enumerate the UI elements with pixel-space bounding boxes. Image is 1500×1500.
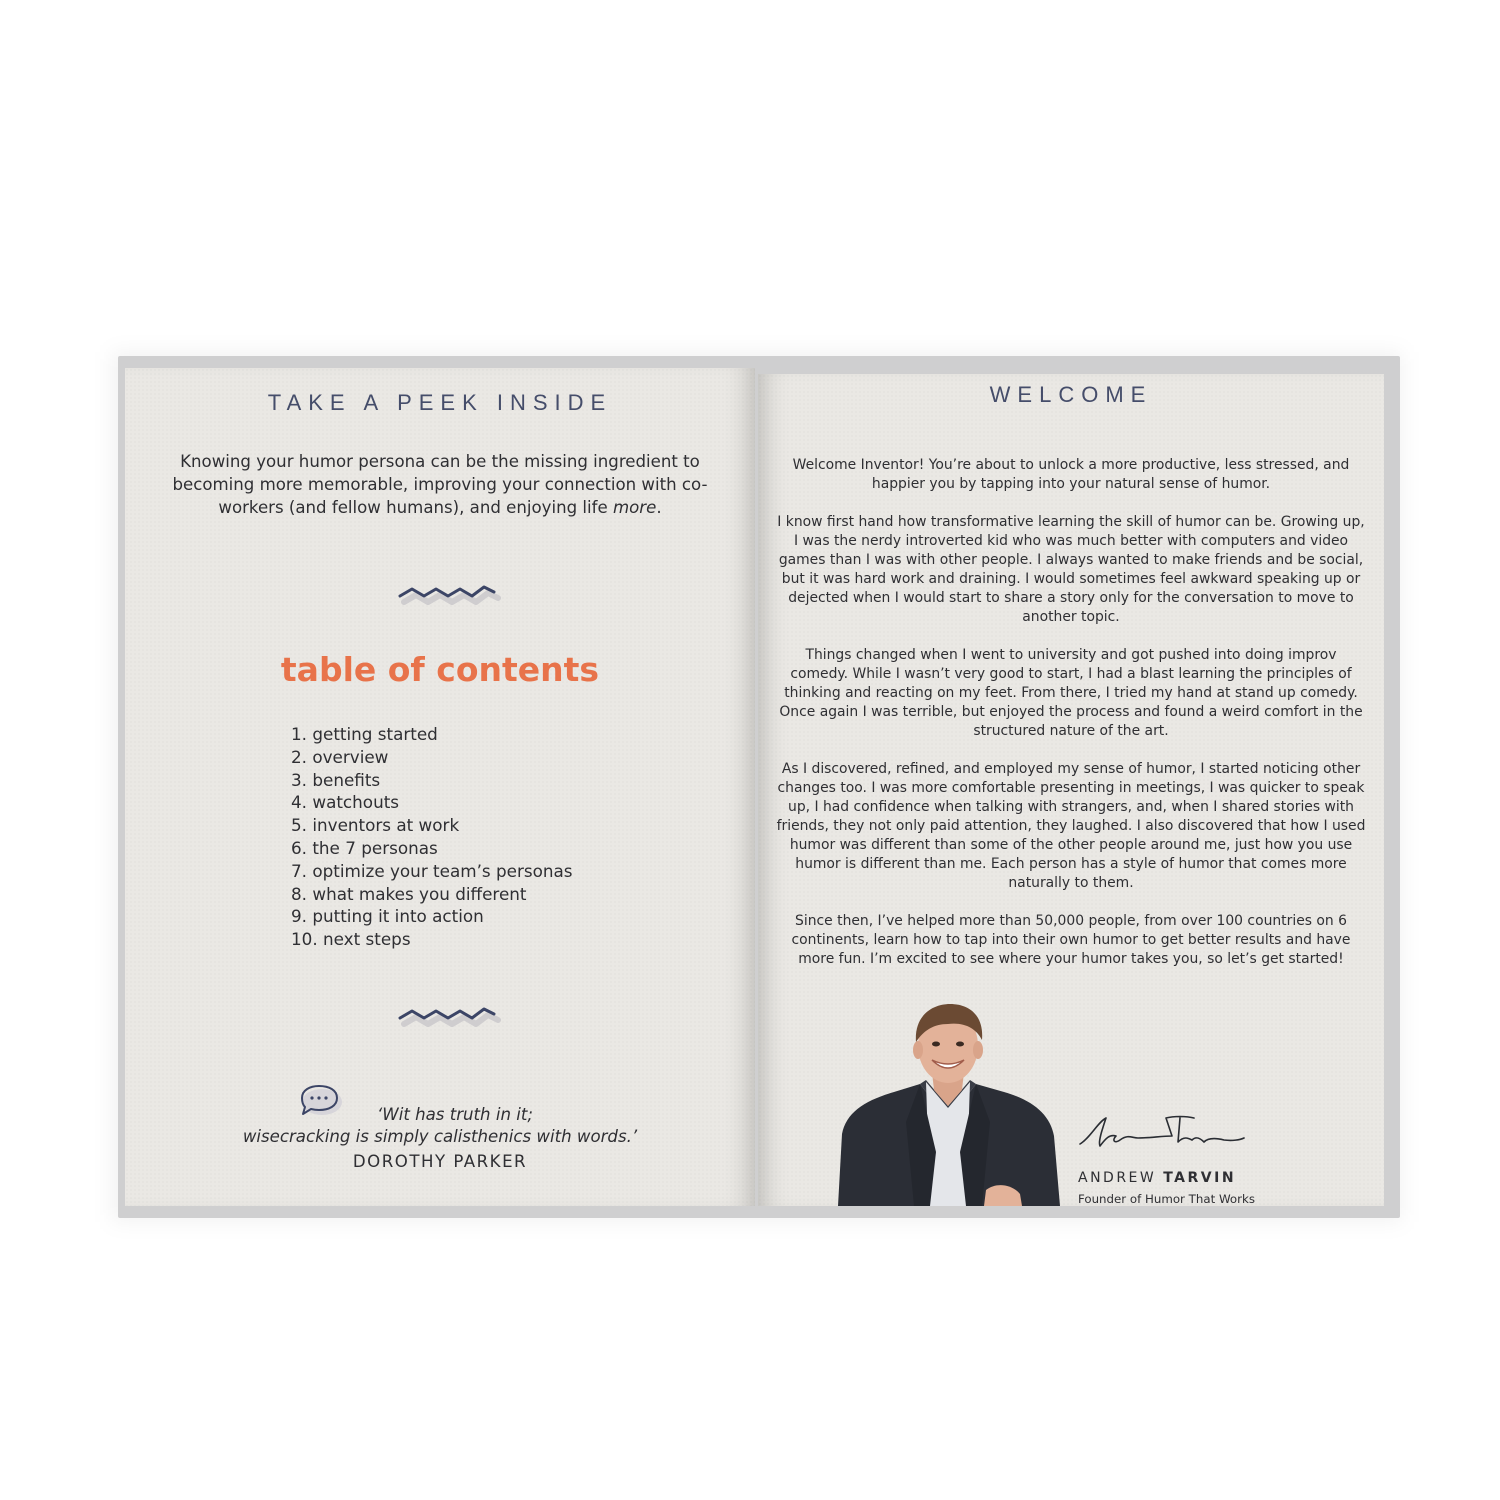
toc-item: 6. the 7 personas [291,837,438,858]
intro-text: Knowing your humor persona can be the missing ingredient to becoming more memorable, improving your connection with co-workers (and fellow humans), and enjoying life [172,452,708,517]
toc-item: 2. overview [291,746,389,767]
right-page-heading: WELCOME [989,382,1153,407]
intro-paragraph [155,450,725,519]
toc-item: 8. what makes you different [291,883,527,904]
toc-title: table of contents [280,650,600,689]
author-signature [1076,1108,1246,1158]
toc-item: 7. optimize your team’s personas [291,860,573,881]
letter-paragraph: As I discovered, refined, and employed my sense of humor, I started noticing other changes too. I was more comfortable presenting in meetings, I was quicker to speak up, I had confidence when talking with strangers, and, when I shared stories with friends, they not only paid attention, they laughed. I also discovered that how I used humor was different than some of the other people around me, just how you use humor is different than me. Each person has a style of humor that comes more naturally to them. [776,761,1366,891]
left-page-heading: TAKE A PEEK INSIDE [267,390,613,415]
toc-item: 4. watchouts [291,792,400,813]
quote [125,1104,755,1148]
letter-paragraph: Welcome Inventor! You’re about to unlock a more productive, less stressed, and happier you by tapping into your natural sense of humor. [792,457,1350,492]
quote-author: DOROTHY PARKER [352,1152,528,1171]
toc-item: 10. next steps [291,929,411,950]
author-name [1078,1170,1236,1186]
welcome-letter [776,456,1366,988]
squiggle-divider-icon [392,998,502,1034]
letter-paragraph: Things changed when I went to university and got pushed into doing improv comedy. While I wasn’t very good to start, I had a blast learning the principles of thinking and reacting on my feet. From there, I tried my hand at stand up comedy. Once again I was terrible, but enjoyed the process and found a weird comfort in the structured nature of the art. [779,647,1363,739]
toc-item: 3. benefits [291,769,381,790]
author-role: Founder of Humor That Works [1078,1192,1255,1206]
author-last-name: TARVIN [1163,1170,1237,1186]
toc-item: 9. putting it into action [291,906,484,927]
toc-item: 1. getting started [291,724,438,744]
author-photo [836,1002,1060,1206]
intro-emphasis: more [612,498,657,517]
toc-item: 5. inventors at work [291,815,460,836]
toc-list [291,723,573,951]
author-first-name: ANDREW [1078,1170,1157,1186]
quote-line-2: wisecracking is simply calisthenics with words.’ [242,1127,638,1146]
intro-period: . [656,498,662,517]
left-page [125,368,755,1206]
quote-line-1: ‘Wit has truth in it; [377,1105,533,1124]
letter-paragraph: I know first hand how transformative learning the skill of humor can be. Growing up, I was the nerdy introverted kid who was much better with computers and video games than I was with other people. I always wanted to make friends and be social, but it was hard work and draining. I would sometimes feel awkward speaking up or dejected when I would start to share a story only for the conversation to move to another topic. [777,514,1365,625]
right-page [758,374,1384,1206]
squiggle-divider-icon [392,576,502,612]
letter-paragraph: Since then, I’ve helped more than 50,000 people, from over 100 countries on 6 continents, learn how to tap into their own humor to get better results and have more fun. I’m excited to see where your humor takes you, so let’s get started! [791,913,1351,967]
